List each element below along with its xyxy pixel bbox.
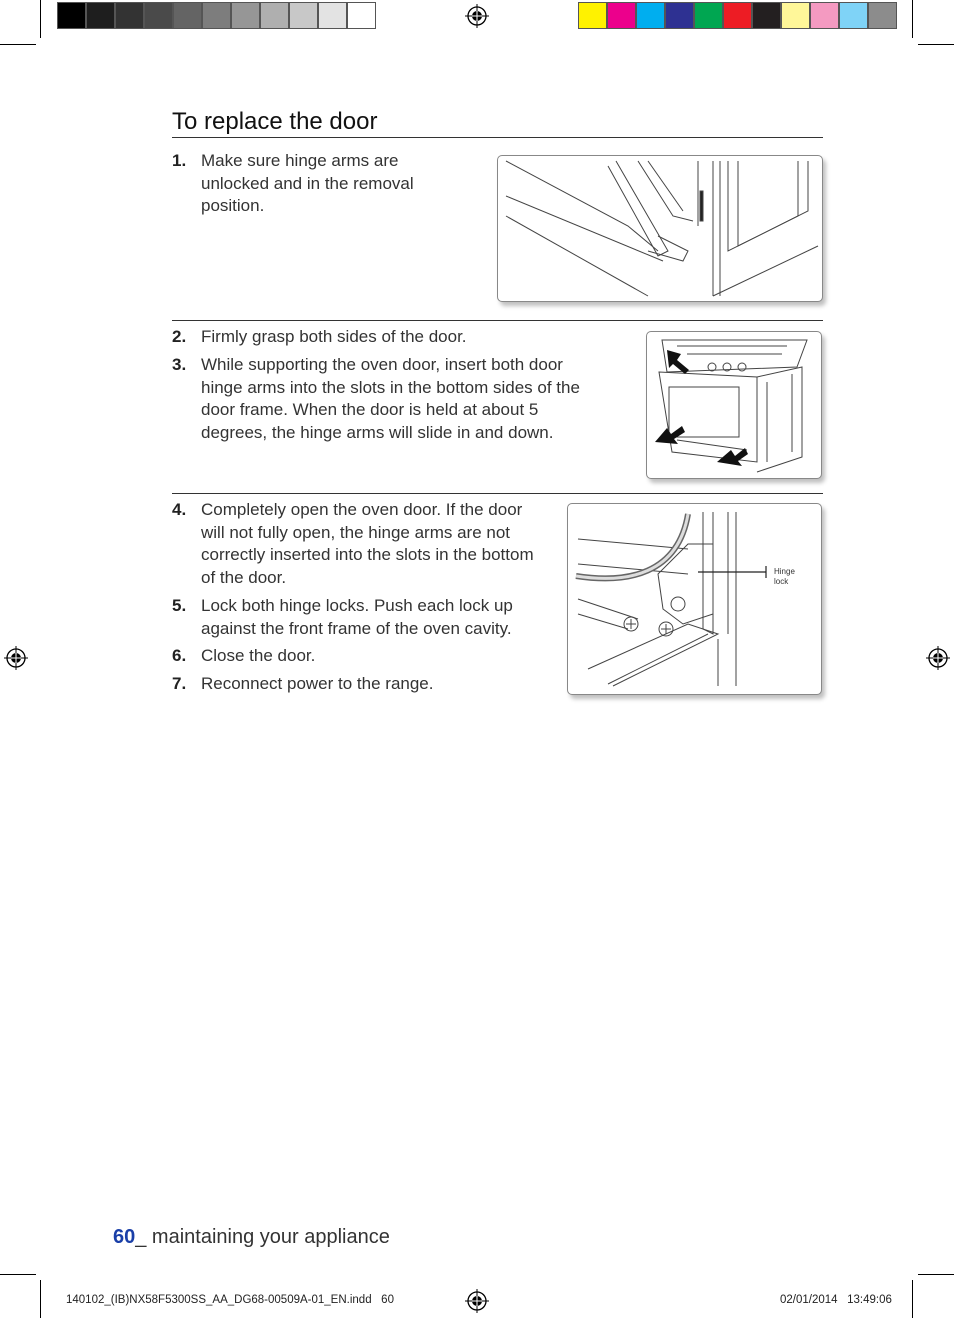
color-swatch: [289, 2, 318, 29]
color-swatch: [144, 2, 173, 29]
hinge-lock-label: [774, 567, 795, 587]
figure-hinge-lock: [567, 503, 822, 695]
step-text: Completely open the oven door. If the door will not fully open, the hinge arms are not correctly inserted into the slots in the bottom of the door.: [201, 500, 534, 587]
hinge-lock-label-line1: Hinge: [774, 567, 795, 576]
registration-mark-bottom-icon: [465, 1289, 489, 1313]
crop-mark: [918, 44, 954, 45]
hinge-lock-label-line2: lock: [774, 577, 789, 586]
color-swatch: [231, 2, 260, 29]
section-rule: [172, 493, 823, 494]
step-number: 2.: [172, 327, 187, 346]
color-swatch: [115, 2, 144, 29]
section-rule: [172, 320, 823, 321]
crop-mark: [912, 0, 913, 38]
crop-mark: [40, 0, 41, 38]
step-text: Close the door.: [201, 646, 316, 665]
registration-mark-right-icon: [926, 646, 950, 670]
color-swatch: [347, 2, 376, 29]
registration-mark-left-icon: [4, 646, 28, 670]
page-footer: [113, 1226, 390, 1249]
color-swatch: [578, 2, 607, 29]
figure-insert-hinge-arms: [646, 331, 822, 479]
color-swatch: [57, 2, 86, 29]
crop-mark: [912, 1280, 913, 1318]
color-swatch: [607, 2, 636, 29]
section-name: _ maintaining your appliance: [135, 1226, 390, 1248]
step-text: Lock both hinge locks. Push each lock up against the front frame of the oven cavity.: [201, 596, 513, 638]
figure-oven-door-hinge-unlocked: [497, 155, 823, 302]
title-rule: [172, 137, 823, 138]
step-number: 7.: [172, 674, 187, 693]
color-swatch: [318, 2, 347, 29]
color-swatch: [810, 2, 839, 29]
step-number: 6.: [172, 646, 187, 665]
step-text: Make sure hinge arms are unlocked and in the removal position.: [201, 151, 414, 215]
color-swatch: [868, 2, 897, 29]
crop-mark: [40, 1280, 41, 1318]
crop-mark: [918, 1274, 954, 1275]
color-swatch: [839, 2, 868, 29]
slug-filename: 140102_(IB)NX58F5300SS_AA_DG68-00509A-01_EN.indd 60: [66, 1294, 394, 1306]
color-swatch: [260, 2, 289, 29]
step-text: While supporting the oven door, insert both door hinge arms into the slots in the bottom sides of the door frame. When the door is held at about 5 degrees, the hinge arms will slide in and down.: [201, 355, 580, 442]
slug-datetime: 02/01/2014 13:49:06: [780, 1294, 892, 1306]
range-illustration: [647, 332, 821, 478]
step-text: Reconnect power to the range.: [201, 674, 434, 693]
hinge-lock-illustration: [568, 504, 821, 694]
oven-door-illustration: [498, 156, 822, 301]
color-swatch: [781, 2, 810, 29]
registration-mark-top-icon: [465, 4, 489, 28]
color-swatch: [173, 2, 202, 29]
step-number: 3.: [172, 355, 187, 374]
color-swatch: [694, 2, 723, 29]
color-swatch: [202, 2, 231, 29]
color-swatch: [723, 2, 752, 29]
crop-mark: [0, 1274, 36, 1275]
color-swatch: [752, 2, 781, 29]
crop-mark: [0, 44, 36, 45]
step-text: Firmly grasp both sides of the door.: [201, 327, 467, 346]
page-title: To replace the door: [172, 108, 378, 135]
color-swatch: [665, 2, 694, 29]
color-swatch: [86, 2, 115, 29]
step-number: 4.: [172, 500, 187, 519]
step-number: 1.: [172, 151, 187, 170]
step-number: 5.: [172, 596, 187, 615]
color-swatch: [636, 2, 665, 29]
page-number: 60: [113, 1226, 136, 1248]
